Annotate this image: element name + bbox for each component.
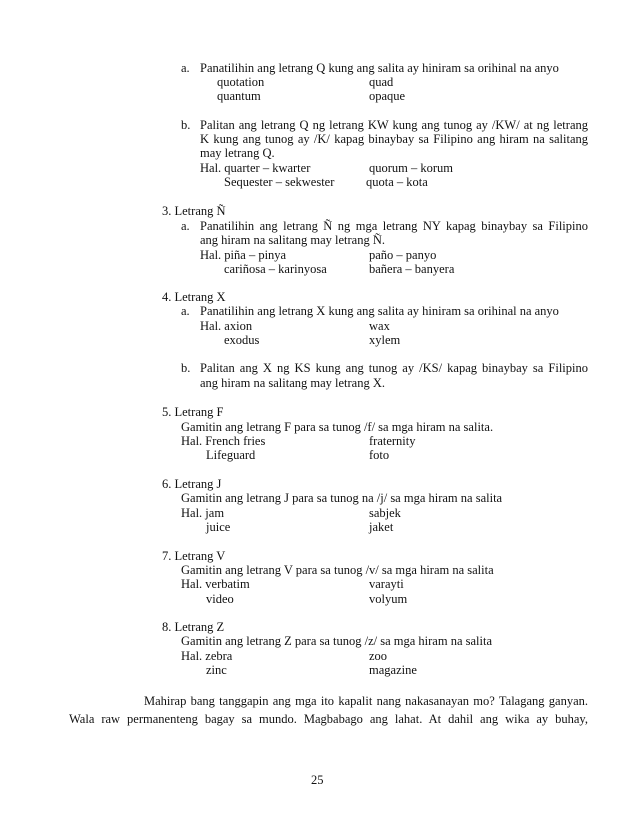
example-left: quantum [217,89,261,103]
example-right: sabjek [369,506,401,520]
list-marker: b. [181,118,191,132]
rule-text: Palitan ang letrang Q ng letrang KW kung ang tunog ay /KW/ at ng letrang [200,118,588,132]
rule-text: Panatilihin ang letrang Q kung ang salita ay hiniram sa orihinal na anyo [200,61,559,75]
example-right: bañera – banyera [369,262,455,276]
example-left: Lifeguard [206,448,256,462]
example-right: fraternity [369,434,416,448]
example-right: wax [369,319,390,333]
example-right: jaket [369,520,394,534]
example-left: Hal. piña – pinya [200,248,287,262]
example-right: zoo [369,649,388,663]
example-right: varayti [369,577,404,591]
rule-text: Gamitin ang letrang V para sa tunog /v/ sa mga hiram na salita [181,563,494,577]
rule-text: Panatilihin ang letrang Ñ ng mga letrang NY kapag binaybay sa Filipino [200,219,588,233]
example-left: exodus [224,333,260,347]
example-right: quorum – korum [369,161,454,175]
rule-text: Panatilihin ang letrang X kung ang salita ay hiniram sa orihinal na anyo [200,304,559,318]
list-marker: a. [181,304,190,318]
example-left: zinc [206,663,227,677]
example-right: quota – kota [366,175,428,189]
page-number: 25 [311,773,324,787]
example-left: Hal. zebra [181,649,233,663]
section-heading: 7. Letrang V [162,549,226,563]
rule-text: Gamitin ang letrang F para sa tunog /f/ sa mga hiram na salita. [181,420,494,434]
section-heading: 5. Letrang F [162,405,224,419]
rule-text: K kung ang tunog ay /K/ kapag binaybay sa Filipino ang hiram na salitang [200,132,588,146]
example-left: Hal. jam [181,506,225,520]
example-right: magazine [369,663,417,677]
example-left: quotation [217,75,265,89]
example-right: xylem [369,333,401,347]
example-left: Hal. verbatim [181,577,250,591]
example-left: Hal. quarter – kwarter [200,161,311,175]
example-right: quad [369,75,394,89]
list-marker: b. [181,361,191,375]
paragraph-line: Wala raw permanenteng bagay sa mundo. Magbabago ang lahat. At dahil ang wika ay buhay, [69,712,588,726]
example-left: cariñosa – karinyosa [224,262,327,276]
list-marker: a. [181,61,190,75]
rule-text: Palitan ang X ng KS kung ang tunog ay /KS/ kapag binaybay sa Filipino [200,361,588,375]
example-right: paño – panyo [369,248,437,262]
rule-text: ang hiram na salitang may letrang Ñ. [200,233,386,247]
rule-text: ang hiram na salitang may letrang X. [200,376,386,390]
example-right: volyum [369,592,408,606]
section-heading: 4. Letrang X [162,290,226,304]
list-marker: a. [181,219,190,233]
example-right: foto [369,448,390,462]
example-right: opaque [369,89,406,103]
example-left: video [206,592,234,606]
section-heading: 8. Letrang Z [162,620,225,634]
paragraph-line: Mahirap bang tanggapin ang mga ito kapalit nang nakasanayan mo? Talagang ganyan. [144,694,588,708]
rule-text: may letrang Q. [200,146,275,160]
example-left: Sequester – sekwester [224,175,335,189]
rule-text: Gamitin ang letrang Z para sa tunog /z/ sa mga hiram na salita [181,634,493,648]
section-heading: 3. Letrang Ñ [162,204,226,218]
example-left: juice [206,520,231,534]
section-heading: 6. Letrang J [162,477,222,491]
example-left: Hal. axion [200,319,253,333]
example-left: Hal. French fries [181,434,266,448]
rule-text: Gamitin ang letrang J para sa tunog na /j/ sa mga hiram na salita [181,491,503,505]
